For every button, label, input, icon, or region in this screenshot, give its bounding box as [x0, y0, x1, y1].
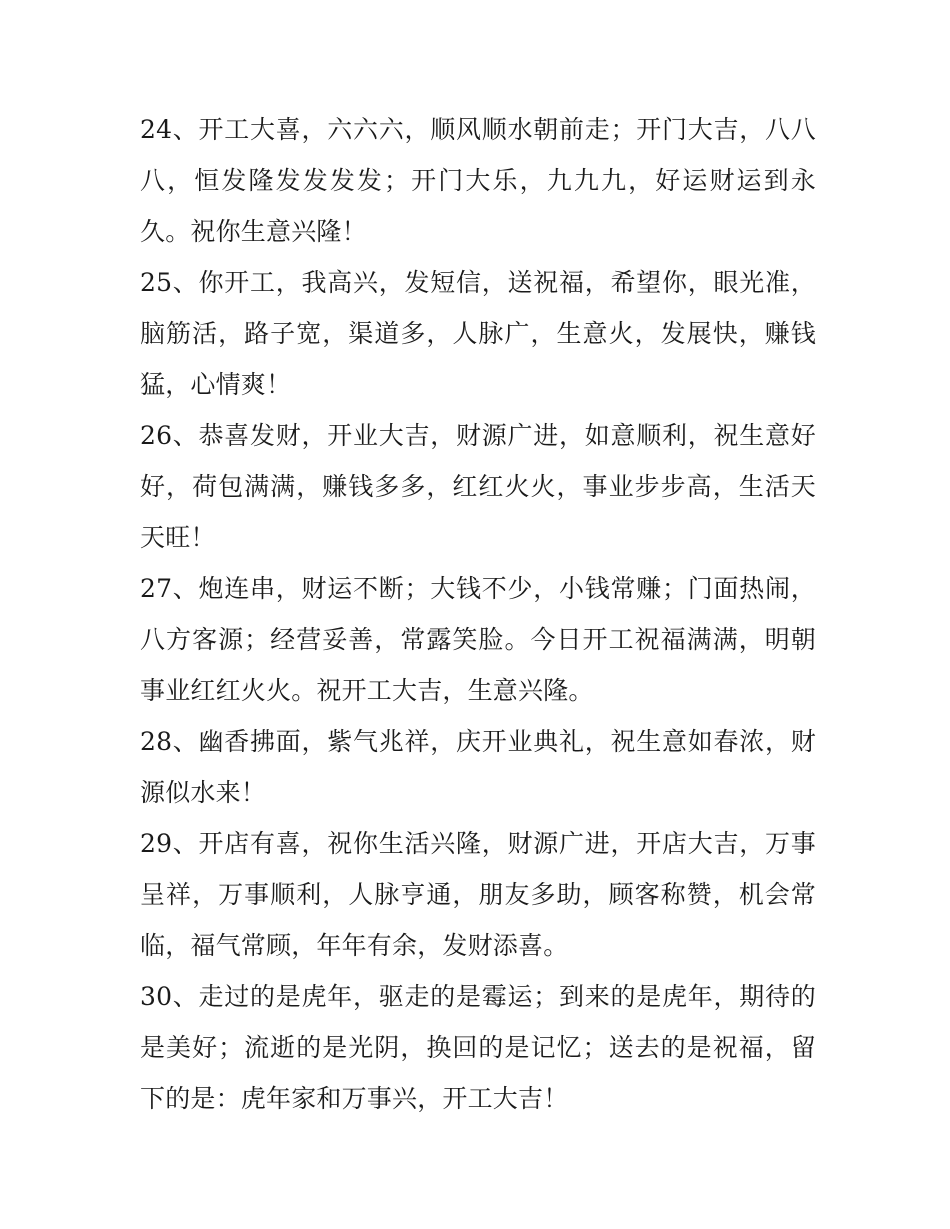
document-body	[140, 104, 816, 1124]
blessing-entry-24: 24、开工大喜，六六六，顺风顺水朝前走；开门大吉，八八八，恒发隆发发发发；开门大乐，九九九，好运财运到永久。祝你生意兴隆！	[140, 115, 816, 246]
blessing-entry-29: 29、开店有喜，祝你生活兴隆，财源广进，开店大吉，万事呈祥，万事顺利，人脉亨通，朋友多助，顾客称赞，机会常临，福气常顾，年年有余，发财添喜。	[140, 829, 816, 960]
blessing-entry-28: 28、幽香拂面，紫气兆祥，庆开业典礼，祝生意如春浓，财源似水来！	[140, 727, 816, 807]
blessing-entry-30: 30、走过的是虎年，驱走的是霉运；到来的是虎年，期待的是美好；流逝的是光阴，换回的是记忆；送去的是祝福，留下的是：虎年家和万事兴，开工大吉！	[140, 982, 816, 1113]
blessing-entry-27: 27、炮连串，财运不断；大钱不少，小钱常赚；门面热闹，八方客源；经营妥善，常露笑脸。今日开工祝福满满，明朝事业红红火火。祝开工大吉，生意兴隆。	[140, 574, 816, 705]
blessing-entry-25: 25、你开工，我高兴，发短信，送祝福，希望你，眼光准，脑筋活，路子宽，渠道多，人脉广，生意火，发展快，赚钱猛，心情爽！	[140, 268, 816, 399]
blessing-entry-26: 26、恭喜发财，开业大吉，财源广进，如意顺利，祝生意好好，荷包满满，赚钱多多，红红火火，事业步步高，生活天天旺！	[140, 421, 816, 552]
